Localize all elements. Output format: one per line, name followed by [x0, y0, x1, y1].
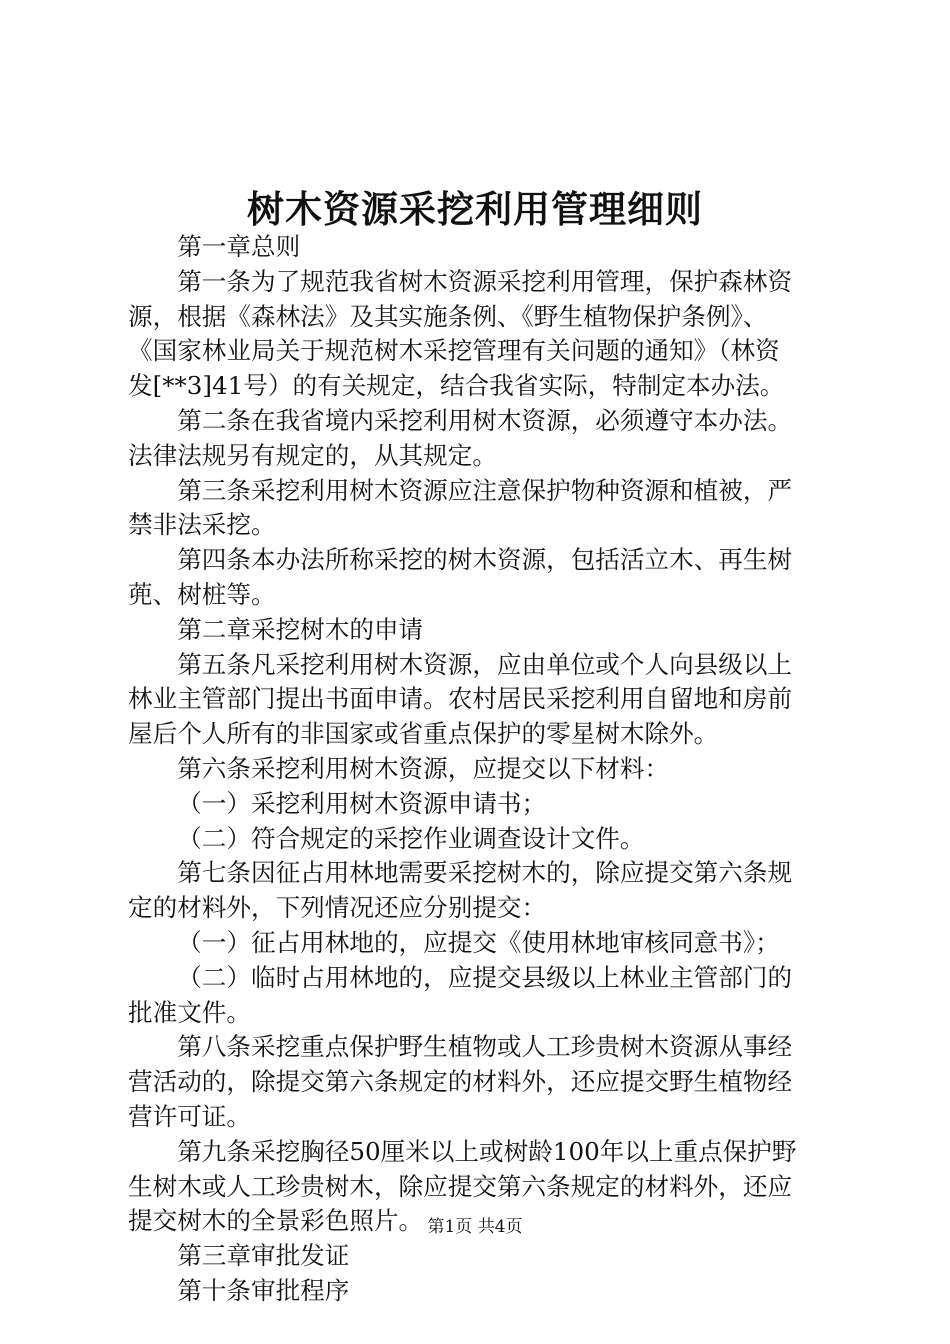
body-line: （二）临时占用林地的，应提交县级以上林业主管部门的 [177, 962, 793, 992]
body-line: 营许可证。 [128, 1101, 251, 1131]
body-line: 第四条本办法所称采挖的树木资源，包括活立木、再生树 [177, 545, 793, 575]
body-line: 第九条采挖胸径50厘米以上或树龄100年以上重点保护野 [177, 1136, 797, 1166]
body-line: 林业主管部门提出书面申请。农村居民采挖利用自留地和房前 [128, 684, 793, 714]
body-line: （一）征占用林地的，应提交《使用林地审核同意书》； [177, 927, 780, 957]
body-line: 屋后个人所有的非国家或省重点保护的零星树木除外。 [128, 719, 719, 749]
body-line: 第八条采挖重点保护野生植物或人工珍贵树木资源从事经 [177, 1032, 793, 1062]
body-line: 《国家林业局关于规范树木采挖管理有关问题的通知》（林资 [128, 336, 780, 366]
body-line: 第三章审批发证 [177, 1241, 350, 1271]
body-line: 营活动的，除提交第六条规定的材料外，还应提交野生植物经 [128, 1067, 793, 1097]
body-line: （一）采挖利用树木资源申请书； [177, 788, 547, 818]
body-line: 第二章采挖树木的申请 [177, 614, 424, 644]
body-line: 第七条因征占用林地需要采挖树木的，除应提交第六条规 [177, 858, 793, 888]
document-body [128, 230, 830, 1309]
body-line: 第一章总则 [177, 232, 301, 261]
body-line: 生树木或人工珍贵树木，除应提交第六条规定的材料外，还应 [128, 1171, 793, 1201]
body-line: 法律法规另有规定的，从其规定。 [128, 440, 497, 470]
page-footer: 第1页 共4页 [427, 1217, 523, 1237]
body-line: 提交树木的全景彩色照片。 [128, 1206, 424, 1236]
body-line: 第六条采挖利用树木资源，应提交以下材料： [177, 753, 670, 783]
body-line: 第二条在我省境内采挖利用树木资源，必须遵守本办法。 [177, 405, 793, 435]
body-line: 批准文件。 [128, 997, 251, 1027]
document-title: 树木资源采挖利用管理细则 [247, 187, 703, 231]
body-line: 第三条采挖利用树木资源应注意保护物种资源和植被，严 [177, 475, 793, 505]
body-line: （二）符合规定的采挖作业调查设计文件。 [177, 823, 645, 853]
body-line: 第十条审批程序 [177, 1275, 350, 1305]
body-line: 定的材料外，下列情况还应分别提交： [128, 893, 547, 923]
body-line: 源，根据《森林法》及其实施条例、《野生植物保护条例》、 [128, 301, 768, 331]
body-line: 发[**3]41号）的有关规定，结合我省实际，特制定本办法。 [128, 371, 785, 401]
body-line: 蔸、树桩等。 [128, 579, 276, 609]
body-line: 禁非法采挖。 [128, 510, 276, 540]
body-line: 第一条为了规范我省树木资源采挖利用管理，保护森林资 [177, 266, 793, 296]
body-line: 第五条凡采挖利用树木资源，应由单位或个人向县级以上 [177, 649, 793, 679]
